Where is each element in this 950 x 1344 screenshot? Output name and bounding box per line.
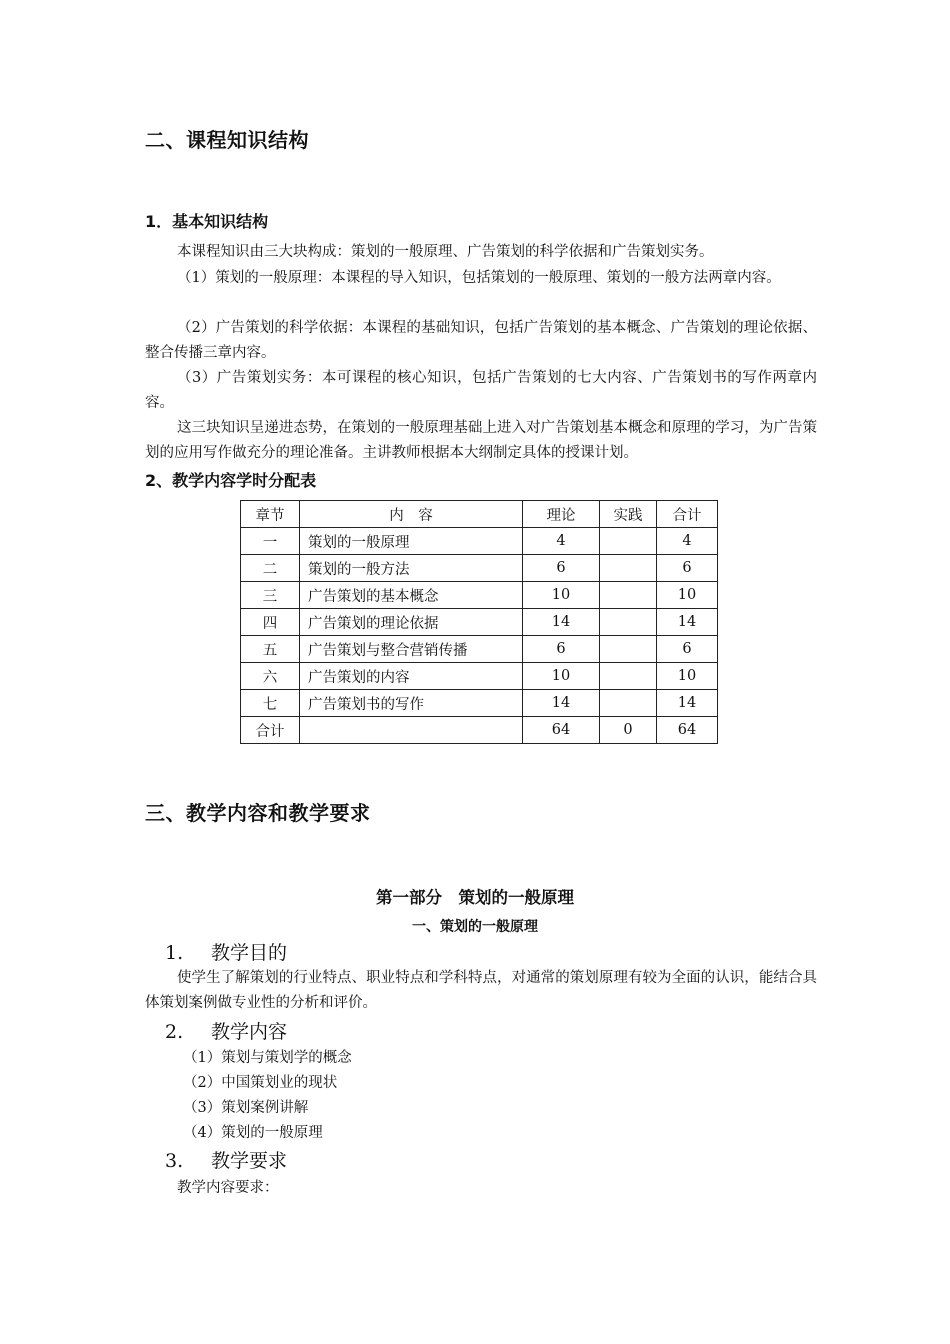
subsection-2-heading: 2、教学内容学时分配表 [145, 471, 317, 490]
content-number: 2. [165, 1021, 184, 1043]
cell-content: 广告策划的内容 [300, 663, 523, 690]
cell-total: 10 [657, 582, 718, 609]
cell-practice [600, 663, 657, 690]
cell-chapter: 二 [241, 555, 300, 582]
cell-total: 14 [657, 609, 718, 636]
list-item: （4）策划的一般原理 [183, 1125, 323, 1141]
cell-total: 14 [657, 690, 718, 717]
hours-allocation-table [240, 500, 718, 744]
subsection-1-heading: 1．基本知识结构 [145, 212, 269, 231]
header-content: 内 容 [300, 501, 523, 528]
requirement-heading [165, 1146, 287, 1173]
paragraph-summary: 这三块知识呈递进态势，在策划的一般原理基础上进入对广告策划基本概念和原理的学习，为广告策划的应用写作做充分的理论准备。主讲教师根据本大纲制定具体的授课计划。 [145, 420, 817, 461]
cell-theory: 10 [523, 582, 600, 609]
goal-number: 1. [165, 942, 184, 964]
cell-theory: 14 [523, 609, 600, 636]
paragraph-part-1: （1）策划的一般原理：本课程的导入知识，包括策划的一般原理、策划的一般方法两章内容。 [177, 270, 781, 286]
cell-practice [600, 609, 657, 636]
requirement-label: 教学要求 [211, 1150, 288, 1172]
cell-content [300, 717, 523, 744]
cell-practice [600, 690, 657, 717]
cell-content: 策划的一般原理 [300, 528, 523, 555]
requirement-text: 教学内容要求： [177, 1180, 279, 1196]
list-item: （2）中国策划业的现状 [183, 1075, 338, 1091]
cell-chapter: 七 [241, 690, 300, 717]
cell-chapter: 一 [241, 528, 300, 555]
goal-heading [165, 938, 287, 965]
cell-theory: 64 [523, 717, 600, 744]
section-2-heading: 二、课程知识结构 [145, 128, 309, 152]
cell-theory: 6 [523, 636, 600, 663]
cell-chapter: 五 [241, 636, 300, 663]
paragraph-part-3: （3）广告策划实务：本可课程的核心知识，包括广告策划的七大内容、广告策划书的写作两章内容。 [145, 370, 817, 411]
cell-content: 广告策划的理论依据 [300, 609, 523, 636]
section-3-heading: 三、教学内容和教学要求 [145, 801, 371, 825]
cell-content: 广告策划书的写作 [300, 690, 523, 717]
table-row [241, 555, 718, 582]
cell-total: 64 [657, 717, 718, 744]
cell-content: 策划的一般方法 [300, 555, 523, 582]
header-practice: 实践 [600, 501, 657, 528]
table-row [241, 636, 718, 663]
cell-total: 10 [657, 663, 718, 690]
content-heading [165, 1017, 287, 1044]
table-total-row [241, 717, 718, 744]
cell-practice: 0 [600, 717, 657, 744]
cell-practice [600, 555, 657, 582]
header-total: 合计 [657, 501, 718, 528]
cell-theory: 4 [523, 528, 600, 555]
requirement-number: 3. [165, 1150, 184, 1172]
table-row [241, 609, 718, 636]
cell-theory: 10 [523, 663, 600, 690]
chapter-title: 一、策划的一般原理 [412, 919, 538, 935]
header-theory: 理论 [523, 501, 600, 528]
paragraph-part-2: （2）广告策划的科学依据：本课程的基础知识，包括广告策划的基本概念、广告策划的理论依据、整合传播三章内容。 [145, 320, 817, 361]
cell-total: 6 [657, 636, 718, 663]
cell-content: 广告策划的基本概念 [300, 582, 523, 609]
table-row [241, 663, 718, 690]
cell-chapter: 六 [241, 663, 300, 690]
cell-practice [600, 528, 657, 555]
part-title: 第一部分 策划的一般原理 [376, 888, 574, 907]
cell-theory: 6 [523, 555, 600, 582]
list-item: （3）策划案例讲解 [183, 1100, 309, 1116]
cell-theory: 14 [523, 690, 600, 717]
list-item: （1）策划与策划学的概念 [183, 1050, 352, 1066]
header-chapter: 章节 [241, 501, 300, 528]
goal-text: 使学生了解策划的行业特点、职业特点和学科特点，对通常的策划原理有较为全面的认识，能结合具体策划案例做专业性的分析和评价。 [145, 970, 817, 1011]
table-header-row [241, 501, 718, 528]
cell-content: 广告策划与整合营销传播 [300, 636, 523, 663]
cell-chapter: 四 [241, 609, 300, 636]
table-row [241, 582, 718, 609]
goal-label: 教学目的 [211, 942, 288, 964]
table-row [241, 528, 718, 555]
cell-total: 4 [657, 528, 718, 555]
cell-total: 6 [657, 555, 718, 582]
cell-practice [600, 636, 657, 663]
content-label: 教学内容 [211, 1021, 288, 1043]
cell-chapter: 合计 [241, 717, 300, 744]
table-row [241, 690, 718, 717]
cell-chapter: 三 [241, 582, 300, 609]
cell-practice [600, 582, 657, 609]
paragraph-intro: 本课程知识由三大块构成：策划的一般原理、广告策划的科学依据和广告策划实务。 [177, 244, 714, 260]
